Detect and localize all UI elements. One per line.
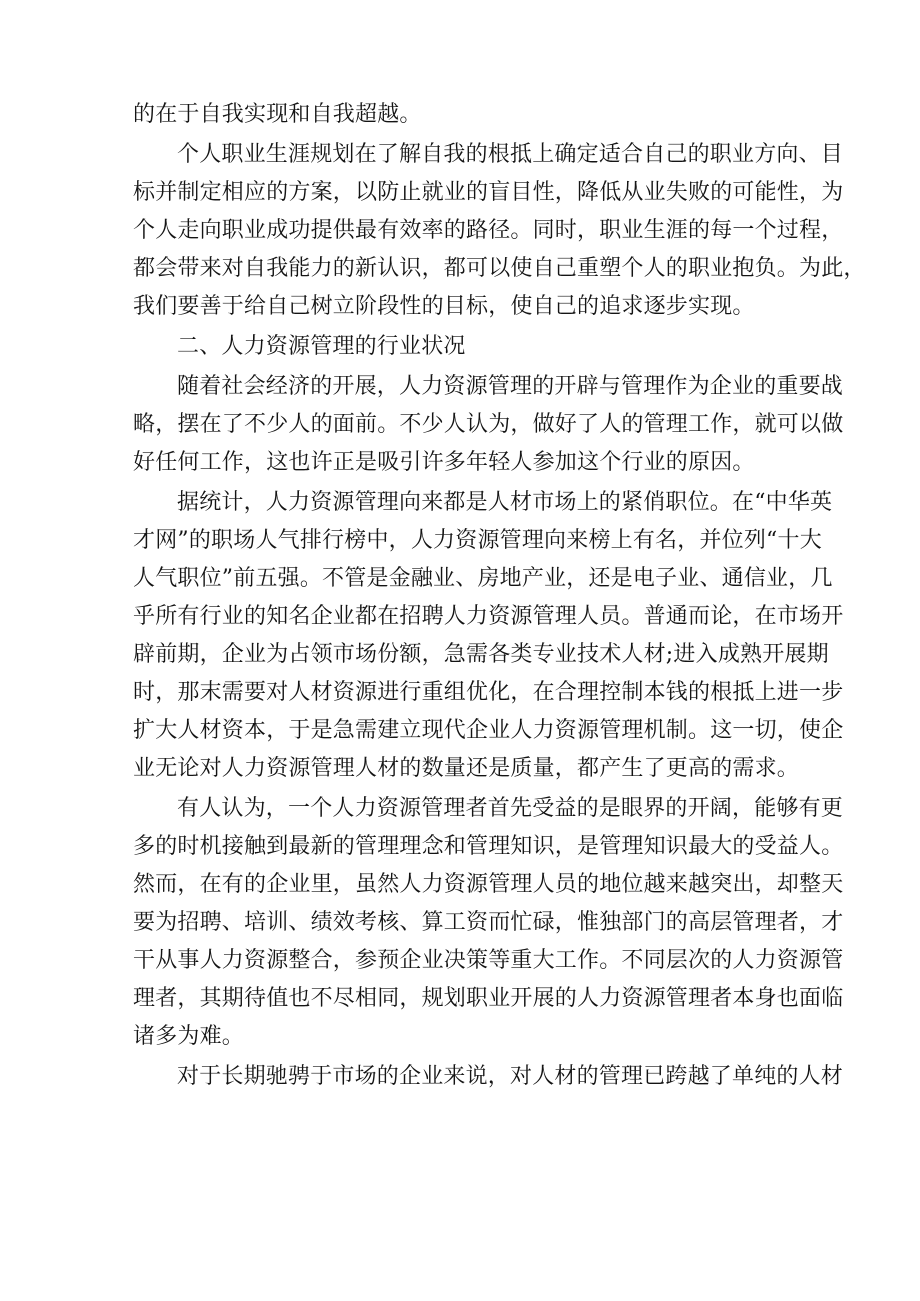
text-line: 随着社会经济的开展，人力资源管理的开辟与管理作为企业的重要战 [177,374,844,399]
text-line: 多的时机接触到最新的管理理念和管理知识，是管理知识最大的受益人。 [133,834,844,859]
text-line: 辟前期，企业为占领市场份额，急需各类专业技术人材;进入成熟开展期 [133,642,829,667]
text-line: 二、人力资源管理的行业状况 [177,334,466,359]
text-line: 扩大人材资本，于是急需建立现代企业人力资源管理机制。这一切，使企 [133,718,844,743]
text-line: 诸多为难。 [133,1024,245,1049]
text-line: 乎所有行业的知名企业都在招聘人力资源管理人员。普通而论，在市场开 [133,604,844,629]
text-line: 要为招聘、培训、绩效考核、算工资而忙碌，惟独部门的高层管理者，才 [133,910,844,935]
text-line: 标并制定相应的方案，以防止就业的盲目性，降低从业失败的可能性，为 [133,180,844,205]
document-body [133,96,866,1096]
paragraph [133,368,844,482]
text-line: 才网”的职场人气排行榜中，人力资源管理向来榜上有名，并位列“十大 [133,528,822,553]
text-line: 对于长期驰骋于市场的企业来说，对人材的管理已跨越了单纯的人材 [177,1064,844,1089]
text-line: 理者，其期待值也不尽相同，规划职业开展的人力资源管理者本身也面临 [133,986,844,1011]
text-line: 然而，在有的企业里，虽然人力资源管理人员的地位越来越突出，却整天 [133,872,844,897]
text-line: 我们要善于给自己树立阶段性的目标，使自己的追求逐步实现。 [133,294,755,319]
paragraph [133,790,844,1056]
paragraph [133,328,795,366]
text-line: 业无论对人力资源管理人材的数量还是质量，都产生了更高的需求。 [133,756,800,781]
text-line: 略，摆在了不少人的面前。不少人认为，做好了人的管理工作，就可以做 [133,412,844,437]
text-line: 的在于自我实现和自我超越。 [133,102,422,127]
text-line: 个人职业生涯规划在了解自我的根抵上确定适合自己的职业方向、目 [177,142,844,167]
text-line: 个人走向职业成功提供最有效率的路径。同时，职业生涯的每一个过程， [133,218,844,243]
text-line: 都会带来对自我能力的新认识，都可以使自己重塑个人的职业抱负。为此， [133,256,866,281]
paragraph [133,96,795,134]
text-line: 有人认为，一个人力资源管理者首先受益的是眼界的开阔，能够有更 [177,796,844,821]
paragraph [133,136,866,326]
text-line: 时，那末需要对人材资源进行重组优化，在合理控制本钱的根抵上进一步 [133,680,844,705]
paragraph [133,484,844,788]
text-line: 人气职位”前五强。不管是金融业、房地产业，还是电子业、通信业，几 [133,566,833,591]
text-line: 好任何工作，这也许正是吸引许多年轻人参加这个行业的原因。 [133,450,755,475]
paragraph [133,1058,844,1096]
text-line: 干从事人力资源整合，参预企业决策等重大工作。不同层次的人力资源管 [133,948,844,973]
text-line: 据统计，人力资源管理向来都是人材市场上的紧俏职位。在“中华英 [177,490,833,515]
